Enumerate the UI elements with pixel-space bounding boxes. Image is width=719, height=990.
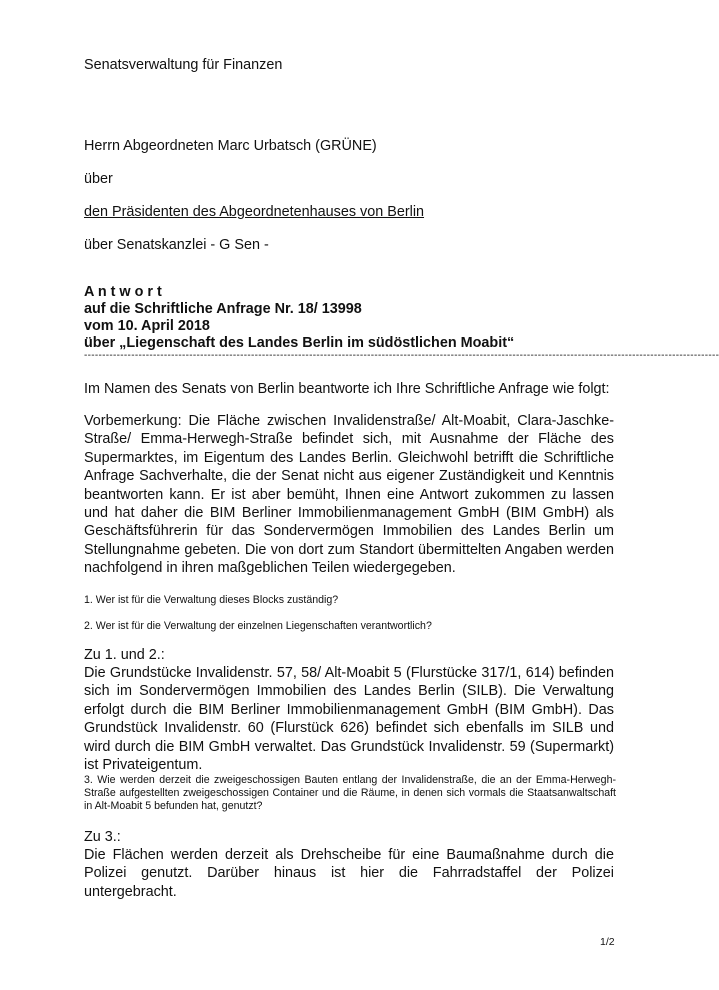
president-line: den Präsidenten des Abgeordnetenhauses von Berlin <box>84 204 425 220</box>
recipient-line: Herrn Abgeordneten Marc Urbatsch (GRÜNE) <box>84 138 377 154</box>
separator-line: ------------------------------------------------------------------------------------------------------------------------------------------------------------------------------- <box>84 350 719 361</box>
via-line-1: über <box>84 171 113 187</box>
inquiry-date: vom 10. April 2018 <box>84 318 210 334</box>
preliminary-remark: Vorbemerkung: Die Fläche zwischen Invalidenstraße/ Alt-Moabit, Clara-Jaschke-Straße/ Emma-Herwegh-Straße befindet sich, mit Ausnahme der Fläche des Supermarktes, im Eigentum des Landes Berlin. Gleichwohl betrifft die Schriftliche Anfrage Sachverhalte, die der Senat nicht aus eigener Zuständigkeit und Kenntnis beantworten kann. Er ist aber bemüht, Ihnen eine Antwort zukommen zu lassen und hat daher die BIM Berliner Immobilienmanagement GmbH (BIM GmbH) als Geschäftsführerin für das Sondervermögen Immobilien des Landes Berlin um Stellungnahme gebeten. Die von dort zum Standort übermittelten Angaben werden nachfolgend in ihren maßgeblichen Teilen wiedergegeben. <box>84 413 614 577</box>
question-3: 3. Wie werden derzeit die zweigeschossigen Bauten entlang der Invalidenstraße, die an der Emma-Herwegh-Straße aufgestellten zweigeschossigen Container und die Räume, in denen sich vormals die Staatsanwaltschaft in Alt-Moabit 5 befunden hat, genutzt? <box>84 774 616 813</box>
answer-3-heading: Zu 3.: <box>84 829 121 845</box>
inquiry-number: auf die Schriftliche Anfrage Nr. 18/ 13998 <box>84 301 362 317</box>
via-line-2: über Senatskanzlei - G Sen - <box>84 237 269 253</box>
sender-line: Senatsverwaltung für Finanzen <box>84 57 283 73</box>
answer-1-2-text: Die Grundstücke Invalidenstr. 57, 58/ Alt-Moabit 5 (Flurstücke 317/1, 614) befinden sich im Sondervermögen Immobilien des Landes Berlin (SILB). Die Verwaltung erfolgt durch die BIM Berliner Immobilienmanagement GmbH (BIM GmbH). Das Grundstück Invalidenstr. 60 (Flurstück 626) befindet sich ebenfalls im SILB und wird durch die BIM GmbH verwaltet. Das Grundstück Invalidenstr. 59 (Supermarkt) ist Privateigentum. <box>84 665 614 774</box>
inquiry-subject: über „Liegenschaft des Landes Berlin im südöstlichen Moabit“ <box>84 335 515 351</box>
answer-title: A n t w o r t <box>84 284 162 300</box>
answer-3-text: Die Flächen werden derzeit als Drehscheibe für eine Baumaßnahme durch die Polizei genutzt. Darüber hinaus ist hier die Fahrradstaffel der Polizei untergebracht. <box>84 847 614 900</box>
page-number: 1/2 <box>600 936 615 948</box>
answer-1-2-heading: Zu 1. und 2.: <box>84 647 165 663</box>
question-2: 2. Wer ist für die Verwaltung der einzelnen Liegenschaften verantwortlich? <box>84 620 432 632</box>
question-1: 1. Wer ist für die Verwaltung dieses Blocks zuständig? <box>84 594 339 606</box>
intro-paragraph: Im Namen des Senats von Berlin beantworte ich Ihre Schriftliche Anfrage wie folgt: <box>84 381 610 397</box>
